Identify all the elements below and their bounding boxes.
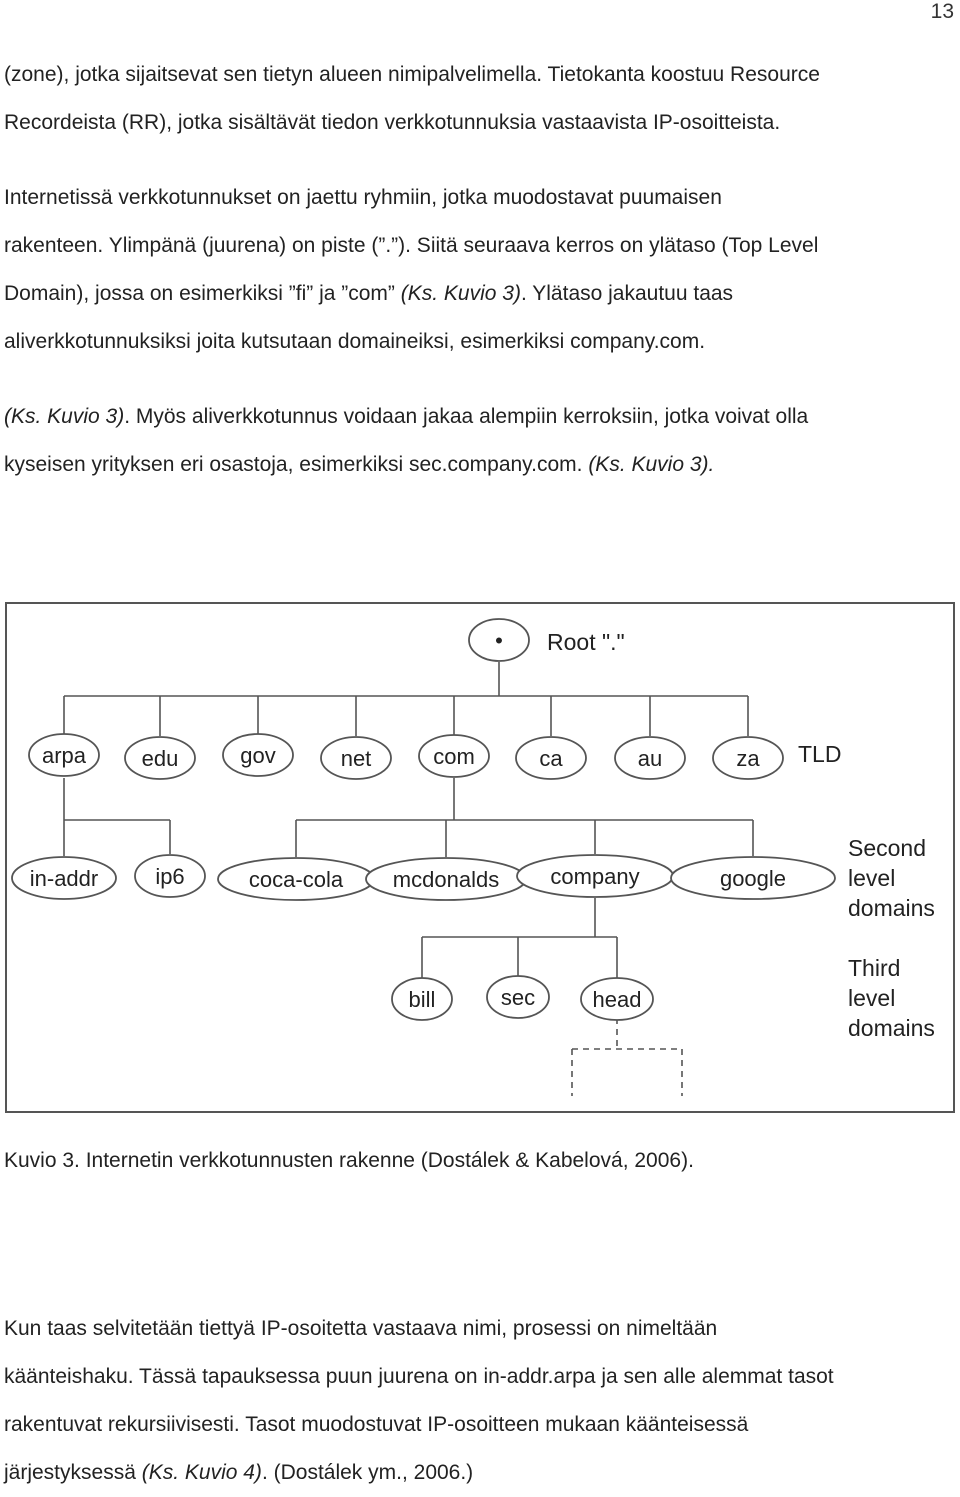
second-level-label: level <box>848 865 896 891</box>
tld-node-com <box>419 735 489 777</box>
paragraph-line: Kun taas selvitetään tiettyä IP-osoitetta vastaava nimi, prosessi on nimeltään <box>4 1317 718 1340</box>
third-level-node-head-label: head <box>592 987 642 1012</box>
figure-reference: (Ks. Kuvio 3) <box>400 282 521 305</box>
page-number: 13 <box>930 0 954 23</box>
text-run: . Myös aliverkkotunnus voidaan jakaa alempiin kerroksiin, jotka voivat olla <box>124 405 809 428</box>
text-run: . Ylätaso jakautuu taas <box>520 282 734 305</box>
third-level-label: level <box>848 985 896 1011</box>
third-level-node-sec-label: sec <box>500 985 536 1010</box>
tld-node-edu-label: edu <box>141 746 179 771</box>
paragraph-line: aliverkkotunnuksiksi joita kutsutaan domaineiksi, esimerkiksi company.com. <box>4 330 706 353</box>
third-level-node-bill <box>392 978 452 1020</box>
paragraph-line: käänteishaku. Tässä tapauksessa puun juurena on in-addr.arpa ja sen alle alemmat tasot <box>4 1365 834 1388</box>
root-label: Root "." <box>547 629 625 655</box>
text-run: kyseisen yrityksen eri osastoja, esimerkiksi sec.company.com. <box>4 453 589 476</box>
tld-node-arpa <box>29 734 99 776</box>
second-level-node-company-label: company <box>550 864 640 889</box>
tld-node-edu <box>125 737 195 779</box>
paragraph-3 <box>4 393 808 489</box>
second-level-node-coca-cola <box>218 858 374 900</box>
paragraph-line <box>4 441 808 489</box>
figure-reference: (Ks. Kuvio 4) <box>141 1461 262 1484</box>
tld-node-net <box>321 737 391 779</box>
figure-reference: (Ks. Kuvio 3) <box>4 405 125 428</box>
paragraph-line: Internetissä verkkotunnukset on jaettu ryhmiin, jotka muodostavat puumaisen <box>4 186 722 209</box>
third-level-label: Third <box>848 955 901 981</box>
second-level-node-mcdonalds-label: mcdonalds <box>392 867 500 892</box>
tld-node-gov-label: gov <box>240 743 276 768</box>
second-level-label: Second <box>848 835 927 861</box>
second-level-node-company <box>517 855 673 897</box>
third-level-label: domains <box>848 1015 935 1041</box>
paragraph-1 <box>4 51 820 147</box>
dns-tree-diagram <box>5 602 955 1113</box>
text-run: Domain), jossa on esimerkiksi ”fi” ja ”com” <box>4 282 401 305</box>
second-level-node-coca-cola-label: coca-cola <box>248 867 344 892</box>
tld-label: TLD <box>798 741 842 767</box>
text-run: . (Dostálek ym., 2006.) <box>261 1461 474 1484</box>
second-level-node-google-label: google <box>719 866 787 891</box>
root-node-label: • <box>495 628 503 653</box>
tld-node-arpa-label: arpa <box>41 743 87 768</box>
second-level-node-google <box>671 857 835 899</box>
tld-node-gov <box>223 734 293 776</box>
paragraph-line: rakentuvat rekursiivisesti. Tasot muodostuvat IP-osoitteen mukaan käänteisessä <box>4 1413 749 1436</box>
second-level-node-mcdonalds <box>366 858 526 900</box>
figure-caption: Kuvio 3. Internetin verkkotunnusten rakenne (Dostálek & Kabelová, 2006). <box>4 1149 694 1172</box>
third-level-node-sec <box>487 976 549 1018</box>
second-level-label: domains <box>848 895 935 921</box>
second-level-node-ip6-label: ip6 <box>155 864 185 889</box>
tld-node-au-label: au <box>637 746 663 771</box>
paragraph-line <box>4 270 818 318</box>
paragraph-line: Recordeista (RR), jotka sisältävät tiedon verkkotunnuksia vastaavista IP-osoitteista. <box>4 111 781 134</box>
tld-node-com-label: com <box>433 744 475 769</box>
paragraph-line <box>4 393 808 441</box>
tld-node-au <box>615 737 685 779</box>
second-level-node-in-addr-label: in-addr <box>29 866 99 891</box>
root-node <box>469 619 529 661</box>
paragraph-line <box>4 1449 834 1497</box>
tld-node-net-label: net <box>340 746 372 771</box>
figure-reference: (Ks. Kuvio 3). <box>588 453 715 476</box>
diagram-frame <box>6 603 954 1112</box>
tld-node-za <box>713 737 783 779</box>
text-run: järjestyksessä <box>4 1461 142 1484</box>
third-level-node-head <box>581 978 653 1020</box>
paragraph-4 <box>4 1305 834 1497</box>
paragraph-2 <box>4 174 818 366</box>
paragraph-line: (zone), jotka sijaitsevat sen tietyn alueen nimipalvelimella. Tietokanta koostuu Resource <box>4 63 820 86</box>
tld-node-ca <box>516 737 586 779</box>
tld-node-ca-label: ca <box>539 746 563 771</box>
paragraph-line: rakenteen. Ylimpänä (juurena) on piste (”.”). Siitä seuraava kerros on ylätaso (Top Level <box>4 234 819 257</box>
second-level-node-ip6 <box>135 855 205 897</box>
third-level-node-bill-label: bill <box>408 987 436 1012</box>
second-level-node-in-addr <box>12 857 116 899</box>
tld-node-za-label: za <box>736 746 760 771</box>
